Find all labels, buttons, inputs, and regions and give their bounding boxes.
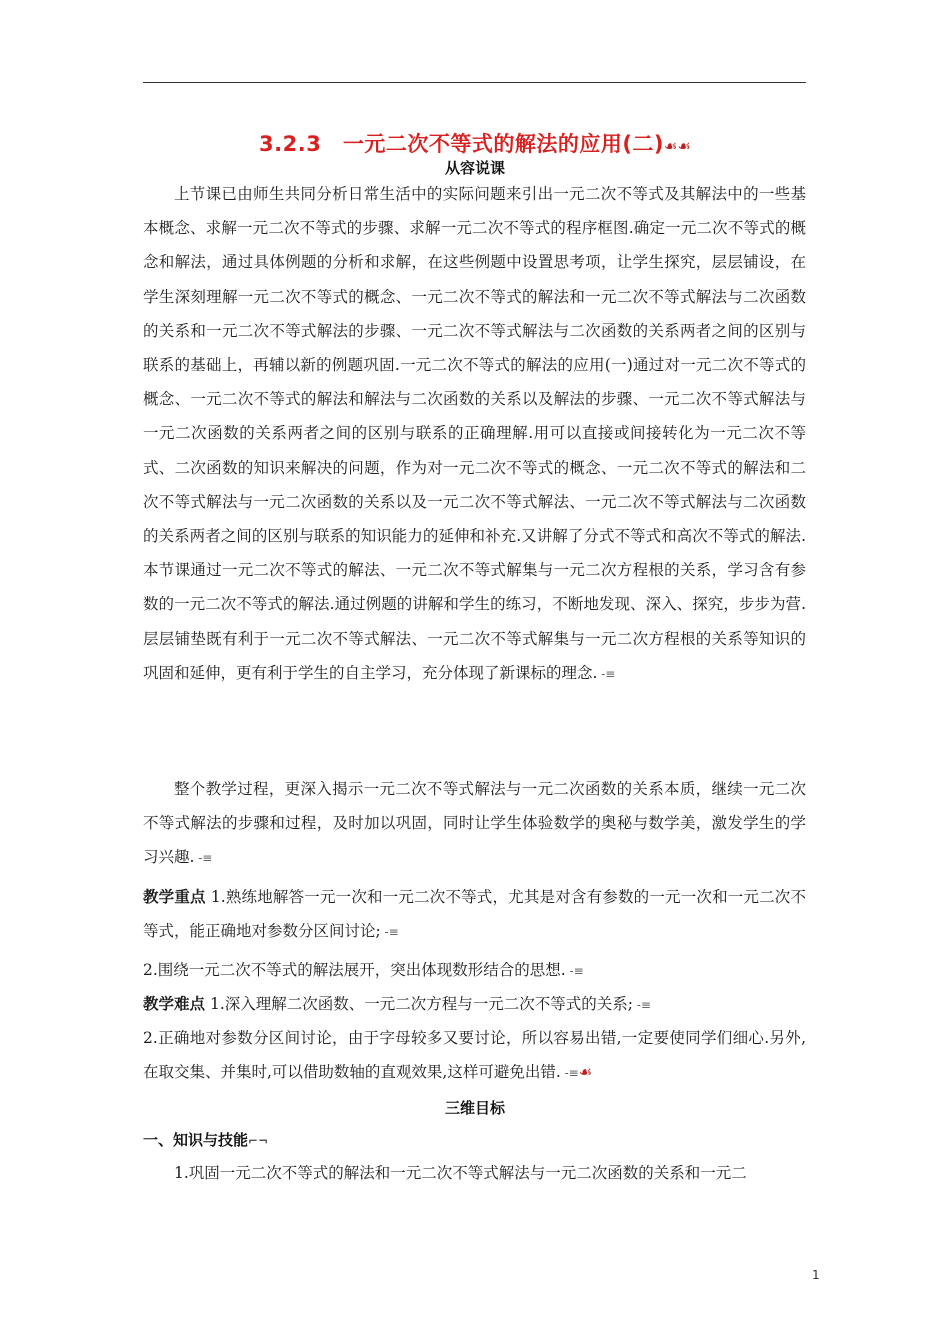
subsection-knowledge-skills [143,1129,268,1150]
paragraph-1-text: 上节课已由师生共同分析日常生活中的实际问题来引出一元二次不等式及其解法中的一些基本概念、求解一元二次不等式的步骤、求解一元二次不等式的程序框图.确定一元二次不等式的概念和解法，通过具体例题的分析和求解，在这些例题中设置思考项，让学生探究，层层铺设，在学生深刻理解一元二次不等式的概念、一元二次不等式的解法和一元二次不等式解法与二次函数的关系和一元二次不等式解法的步骤、一元二次不等式解法与二次函数的关系两者之间的区别与联系的基础上，再辅以新的例题巩固.一元二次不等式的解法的应用(一)通过对一元二次不等式的概念、一元二次不等式的解法和解法与二次函数的关系以及解法的步骤、一元二次不等式解法与一元二次函数的关系两者之间的区别与联系的正确理解.用可以直接或间接转化为一元二次不等式、二次函数的知识来解决的问题，作为对一元二次不等式的概念、一元二次不等式的解法和二次不等式解法与一元二次函数的关系以及一元二次不等式解法、一元二次不等式解法与二次函数的关系两者之间的区别与联系的知识能力的延伸和补充.又讲解了分式不等式和高次不等式的解法.本节课通过一元二次不等式的解法、一元二次不等式解集与一元二次方程根的关系，学习含有参数的一元二次不等式的解法.通过例题的讲解和学生的练习，不断地发现、深入、探究，步步为营.层层铺垫既有利于一元二次不等式解法、一元二次不等式解集与一元二次方程根的关系等知识的巩固和延伸，更有利于学生的自主学习，充分体现了新课标的理念. [143,185,806,682]
difficult-point-1: 1.深入理解二次函数、一元二次方程与一元二次不等式的关系; [209,995,633,1013]
skill-item-1 [143,1156,806,1190]
difficult-point-2: 2.正确地对参数分区间讨论，由于字母较多又要讨论，所以容易出错,一定要使同学们细心.另外,在取交集、并集时,可以借助数轴的直观效果,这样可避免出错. [143,1029,806,1082]
difficult-point-2-block [143,1021,806,1090]
title-text: 3.2.3 一元二次不等式的解法的应用(二) [259,132,665,156]
skill-item-1-text: 1.巩固一元二次不等式的解法和一元二次不等式解法与一元二次函数的关系和一元二 [174,1164,747,1182]
paragraph-1 [143,177,806,691]
page-number: 1 [812,1268,820,1282]
paragraph-2 [143,772,806,876]
title-ornament: ☙☙ [664,137,691,155]
paragraph-end-mark: -≡ [632,998,651,1012]
key-point-2: 2.围绕一元二次不等式的解法展开，突出体现数形结合的思想. [143,961,566,979]
difficult-points-label: 教学难点 [143,995,206,1013]
section-mark: ⌐¬ [248,1134,269,1148]
paragraph-end-mark: -≡ [380,925,399,940]
paragraph-end-mark: -≡ [597,666,616,681]
header-rule [143,82,806,83]
subsection-knowledge-skills-text: 一、知识与技能 [143,1131,249,1149]
key-points-label: 教学重点 [143,888,206,906]
key-points [143,880,806,949]
paragraph-2-text: 整个教学过程，更深入揭示一元二次不等式解法与一元二次函数的关系本质，继续一元二次不等式解法的步骤和过程，及时加以巩固，同时让学生体验数学的奥秘与数学美，激发学生的学习兴趣. [143,780,806,867]
paragraph-end-mark: -≡ [560,1066,579,1081]
page-title [0,128,950,158]
key-point-2-block [143,953,806,988]
difficult-points [143,987,806,1022]
section-heading-san-wei: 三维目标 [444,1099,505,1117]
paragraph-end-mark: -≡ [194,851,213,866]
section-heading-cong-rong: 从容说课 [444,159,505,177]
paragraph-end-mark: -≡ [565,964,584,978]
key-point-1: 1.熟练地解答一元一次和一元二次不等式，尤其是对含有参数的一元一次和一元二次不等式，能正确地对参数分区间讨论; [143,888,806,941]
end-ornament: ☙ [578,1063,593,1082]
